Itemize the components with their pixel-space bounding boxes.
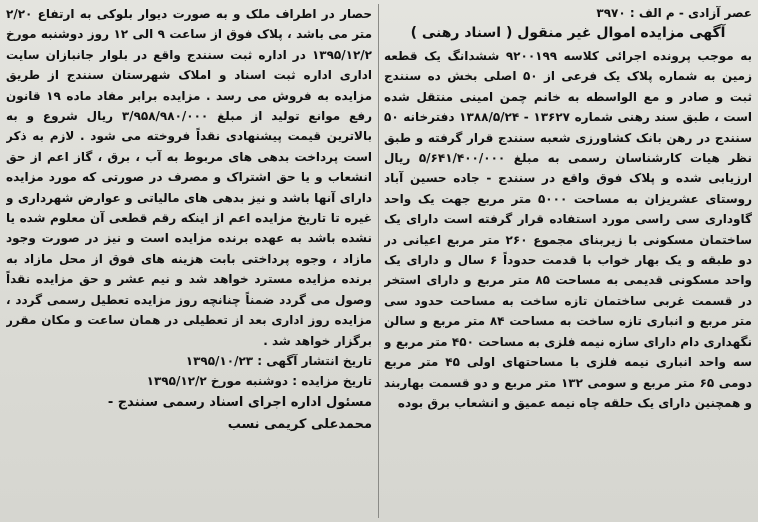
notice-title: آگهی مزایده اموال غیر منقول ( اسناد رهنی ) — [410, 25, 726, 41]
left-column — [6, 4, 372, 518]
signatory-name: محمدعلی کریمی نسب — [227, 416, 372, 432]
auction-date: تاریخ مزایده : دوشنبه مورخ ۱۳۹۵/۱۲/۲ — [146, 374, 372, 389]
newspaper-reference: عصر آزادی - م الف : ۳۹۷۰ — [596, 6, 752, 20]
signatory-title: مسئول اداره اجرای اسناد رسمی سنندج - — [107, 394, 372, 410]
publish-date: تاریخ انتشار آگهی : ۱۳۹۵/۱۰/۲۳ — [185, 353, 372, 368]
column-divider — [378, 4, 379, 518]
notice-body-part-1: به موجب پرونده اجرائی کلاسه ۹۲۰۰۱۹۹ ششدانگ یک قطعه زمین به شماره پلاک یک فرعی از ۵۰ اصلی بخش ده سنندج ثبت و صادر و مع الواسطه به خانم چمن امینی منتقل شده است ، طبق سند رهنی شماره ۱۳۶۲۷ - ۱۳۸۸/۵/۲۴ دفترخانه ۵۰ سنندج در رهن بانک کشاورزی شعبه سنندج قرار گرفته و طبق نظر هیات کارشناسان رسمی به مبلغ ۵/۶۴۱/۴۰۰/۰۰۰ ریال ارزیابی شده و پلاک فوق واقع در سنندج - جاده حسین آباد روستای عشریزان به مساحت ۵۰۰۰ متر مربع جهت یک واحد گاوداری سی راسی مورد استفاده قرار گرفته است دارای یک ساختمان مسکونی با زیربنای مجموع ۲۶۰ متر مربع اعیانی در دو طبقه و یک بهار خواب با قدمت حدوداً ۶ سال و دارای یک واحد مسکونی قدیمی به مساحت ۸۵ متر مربع و دارای استخر در قسمت غربی ساختمان تازه ساخت به مساحت حدود سی متر مربع و انباری تازه ساخت به مساحت ۸۴ متر مربع و سالن نگهداری دام دارای سازه نیمه فلزی به مساحت ۴۵۰ متر مربع و سه واحد انباری نیمه فلزی با مساحتهای اولی ۴۵ متر مربع دومی ۶۵ متر مربع و سومی ۱۳۲ متر مربع و دو قسمت بهاربند و همچنین دارای یک حلقه چاه نیمه عمیق و انشعاب برق بوده — [384, 49, 752, 410]
right-column — [384, 4, 752, 518]
notice-body-part-2: حصار در اطراف ملک و به صورت دیوار بلوکی به ارتفاع ۲/۲۰ متر می باشد ، پلاک فوق از ساعت ۹ الی ۱۲ روز دوشنبه مورخ ۱۳۹۵/۱۲/۲ در اداره ثبت سنندج واقع در بلوار جانبازان سایت اداری اداره ثبت اسناد و املاک شهرستان سنندج از طریق مزایده به فروش می رسد . مزایده برابر مفاد ماده ۱۹ قانون رفع موانع تولید از مبلغ ۳/۹۵۸/۹۸۰/۰۰۰ ریال شروع و به بالاترین قیمت پیشنهادی نقداً فروخته می شود . لازم به ذکر است پرداخت بدهی های مربوط به آب ، برق ، گاز اعم از حق انشعاب و یا حق اشتراک و مصرف در صورتی که مورد مزایده دارای آنها باشد و نیز بدهی های مالیاتی و عوارض شهرداری و غیره تا تاریخ مزایده اعم از اینکه رقم قطعی آن معلوم شده یا نشده باشد به عهده برنده مزایده است و نیز در صورت وجود مازاد ، وجوه پرداختی بابت هزینه های فوق از محل مازاد به برنده مزایده مسترد خواهد شد و نیم عشر و حق مزایده نقداً وصول می گردد ضمناً چنانچه روز مزایده تعطیل رسمی گردد ، مزایده روز اداری بعد از تعطیلی در همان ساعت و مکان مقرر برگزار خواهد شد . — [6, 7, 372, 348]
